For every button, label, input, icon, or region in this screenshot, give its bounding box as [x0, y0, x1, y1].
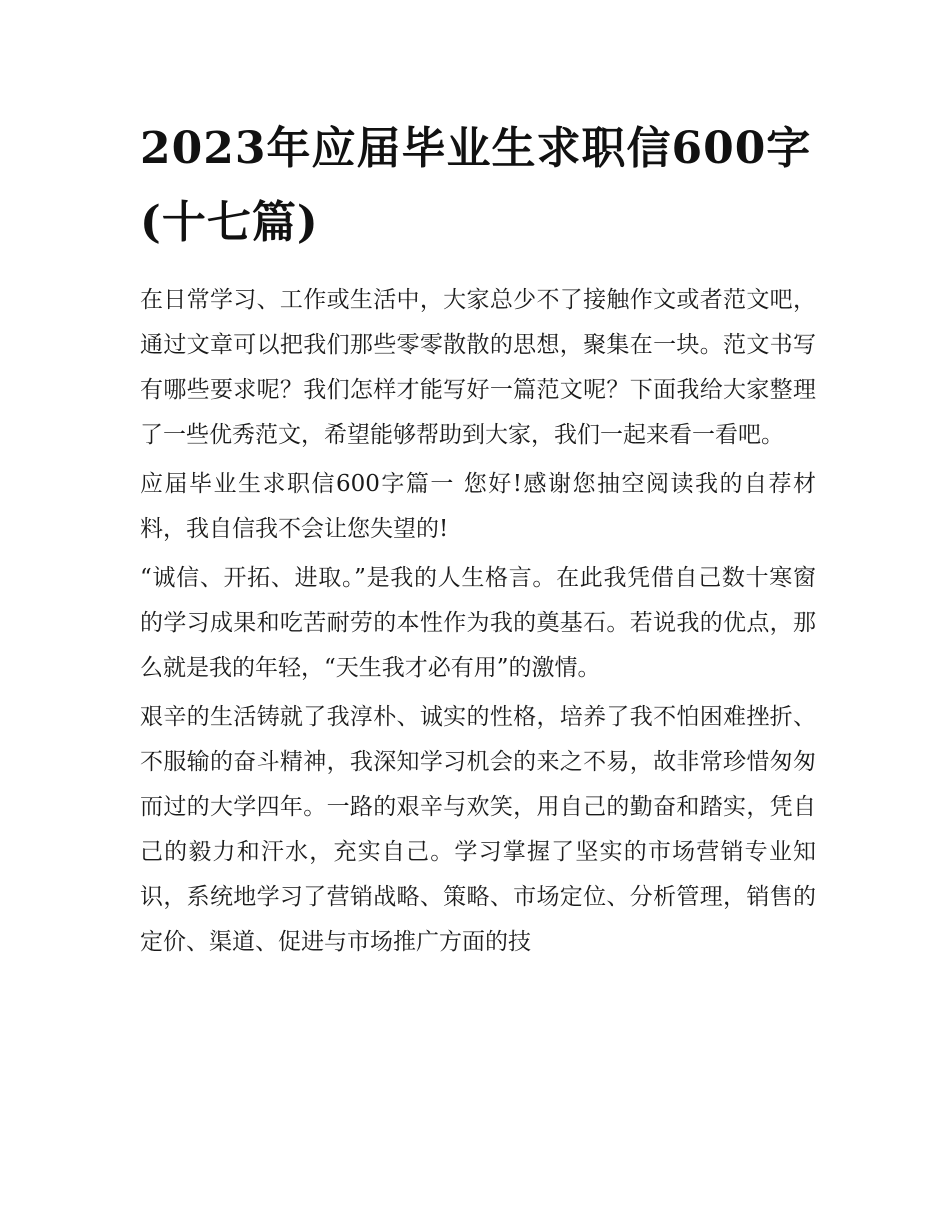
paragraph-experience: 艰辛的生活铸就了我淳朴、诚实的性格，培养了我不怕困难挫折、不服输的奋斗精神，我深知学习机会的来之不易，故非常珍惜匆匆而过的大学四年。一路的艰辛与欢笑，用自己的勤奋和踏实，凭自己的毅力和汗水，充实自己。学习掌握了坚实的市场营销专业知识，系统地学习了营销战略、策略、市场定位、分析管理，销售的定价、渠道、促进与市场推广方面的技: [140, 704, 816, 955]
paragraph-motto: “诚信、开拓、进取。”是我的人生格言。在此我凭借自己数十寒窗的学习成果和吃苦耐劳的本性作为我的奠基石。若说我的优点，那么就是我的年轻，“天生我才必有用”的激情。: [140, 565, 816, 681]
paragraph-greeting: 应届毕业生求职信600字篇一 您好!感谢您抽空阅读我的自荐材料，我自信我不会让您失望的!: [140, 471, 816, 542]
document-title: 2023年应届毕业生求职信600字(十七篇): [140, 123, 812, 248]
document-body: [140, 278, 816, 969]
paragraph-intro: 在日常学习、工作或生活中，大家总少不了接触作文或者范文吧，通过文章可以把我们那些零零散散的思想，聚集在一块。范文书写有哪些要求呢？我们怎样才能写好一篇范文呢？下面我给大家整理了一些优秀范文，希望能够帮助到大家，我们一起来看一看吧。: [140, 287, 816, 448]
